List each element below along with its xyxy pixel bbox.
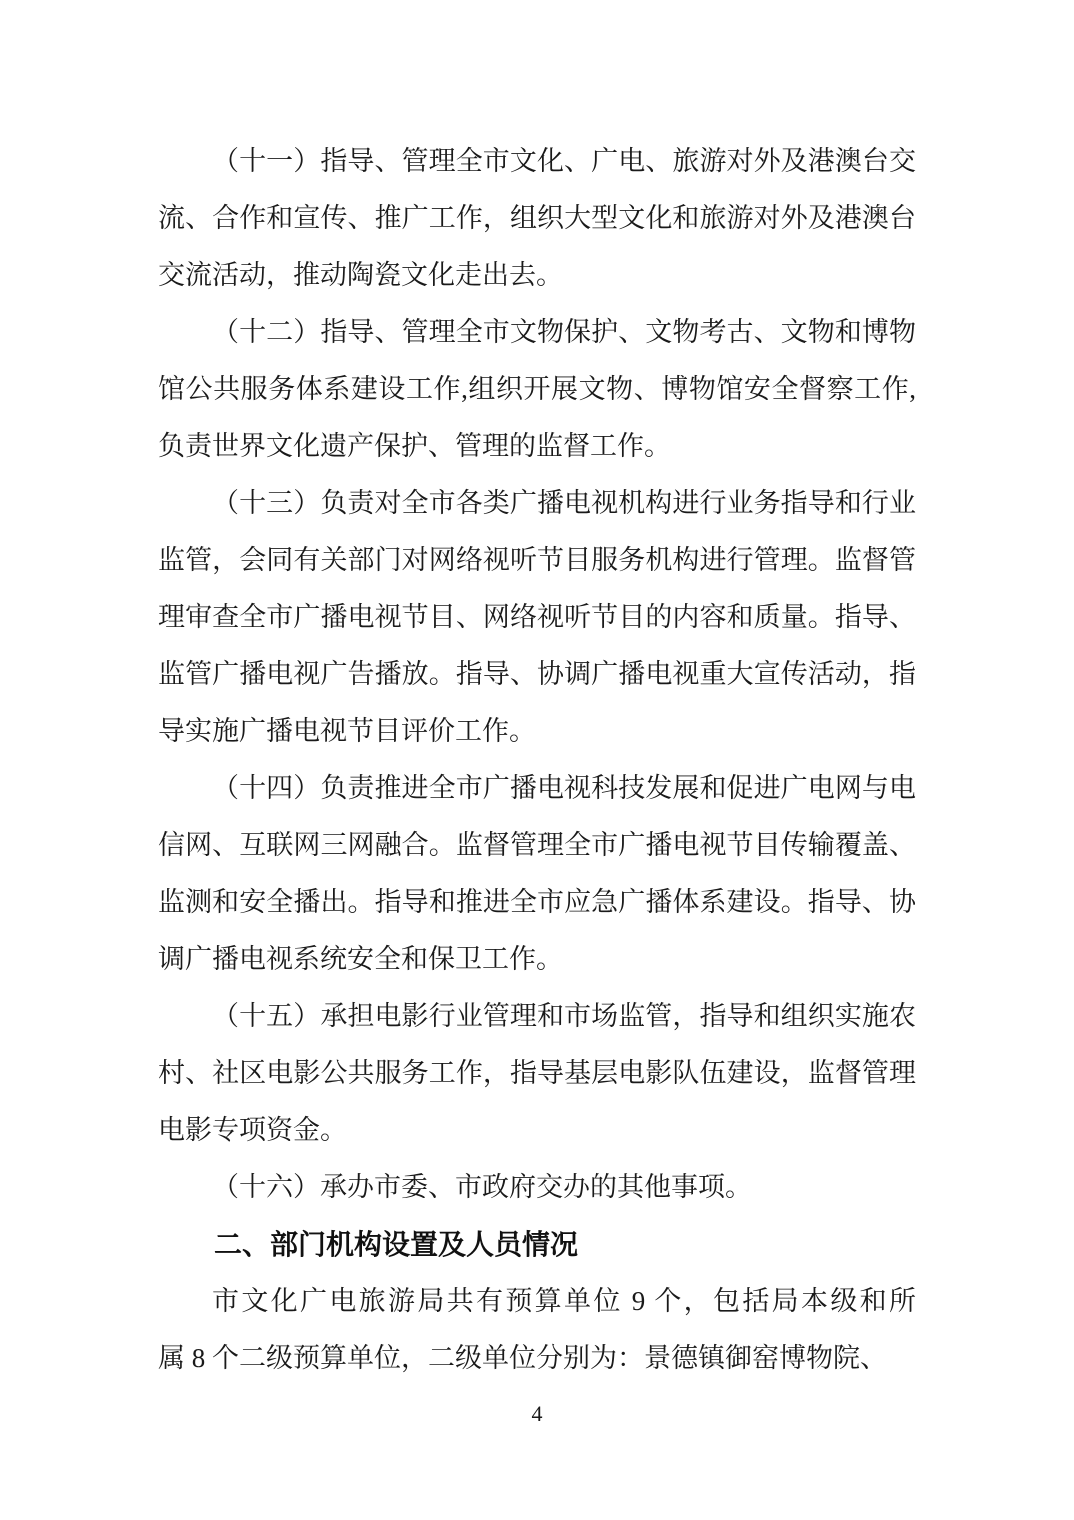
text-line: 监管，会同有关部门对网络视听节目服务机构进行管理。监督管 <box>158 545 916 575</box>
text-line: 调广播电视系统安全和保卫工作。 <box>158 944 563 974</box>
paragraph-budget-units <box>158 1273 916 1387</box>
text-line: （十二）指导、管理全市文物保护、文物考古、文物和博物 <box>212 317 916 347</box>
text-line: 流、合作和宣传、推广工作，组织大型文化和旅游对外及港澳台 <box>158 203 916 233</box>
paragraph-item-16 <box>158 1159 916 1216</box>
text-line: 电影专项资金。 <box>158 1115 347 1145</box>
text-line: 理审查全市广播电视节目、网络视听节目的内容和质量。指导、 <box>158 602 916 632</box>
text-line: （十五）承担电影行业管理和市场监管，指导和组织实施农 <box>212 1001 916 1031</box>
text-line: 村、社区电影公共服务工作，指导基层电影队伍建设，监督管理 <box>158 1058 916 1088</box>
text-line: 属 8 个二级预算单位，二级单位分别为：景德镇御窑博物院、 <box>158 1343 887 1373</box>
text-line: 交流活动，推动陶瓷文化走出去。 <box>158 260 563 290</box>
text-line: 导实施广播电视节目评价工作。 <box>158 716 536 746</box>
text-line: 馆公共服务体系建设工作,组织开展文物、博物馆安全督察工作, <box>158 374 916 404</box>
text-line: （十一）指导、管理全市文化、广电、旅游对外及港澳台交 <box>212 146 916 176</box>
document-body <box>158 133 916 1387</box>
text-line: 监管广播电视广告播放。指导、协调广播电视重大宣传活动，指 <box>158 659 916 689</box>
text-line: （十六）承办市委、市政府交办的其他事项。 <box>212 1172 752 1202</box>
page-number: 4 <box>531 1401 543 1426</box>
text-line: （十三）负责对全市各类广播电视机构进行业务指导和行业 <box>212 488 916 518</box>
section-heading-2: 二、部门机构设置及人员情况 <box>214 1229 579 1260</box>
paragraph-item-12 <box>158 304 916 475</box>
text-line: 市文化广电旅游局共有预算单位 9 个，包括局本级和所 <box>212 1286 916 1316</box>
text-line: 负责世界文化遗产保护、管理的监督工作。 <box>158 431 671 461</box>
text-line: 监测和安全播出。指导和推进全市应急广播体系建设。指导、协 <box>158 887 916 917</box>
text-line: 信网、互联网三网融合。监督管理全市广播电视节目传输覆盖、 <box>158 830 916 860</box>
paragraph-item-15 <box>158 988 916 1159</box>
paragraph-item-14 <box>158 760 916 988</box>
text-line: （十四）负责推进全市广播电视科技发展和促进广电网与电 <box>212 773 916 803</box>
paragraph-item-13 <box>158 475 916 760</box>
paragraph-item-11 <box>158 133 916 304</box>
